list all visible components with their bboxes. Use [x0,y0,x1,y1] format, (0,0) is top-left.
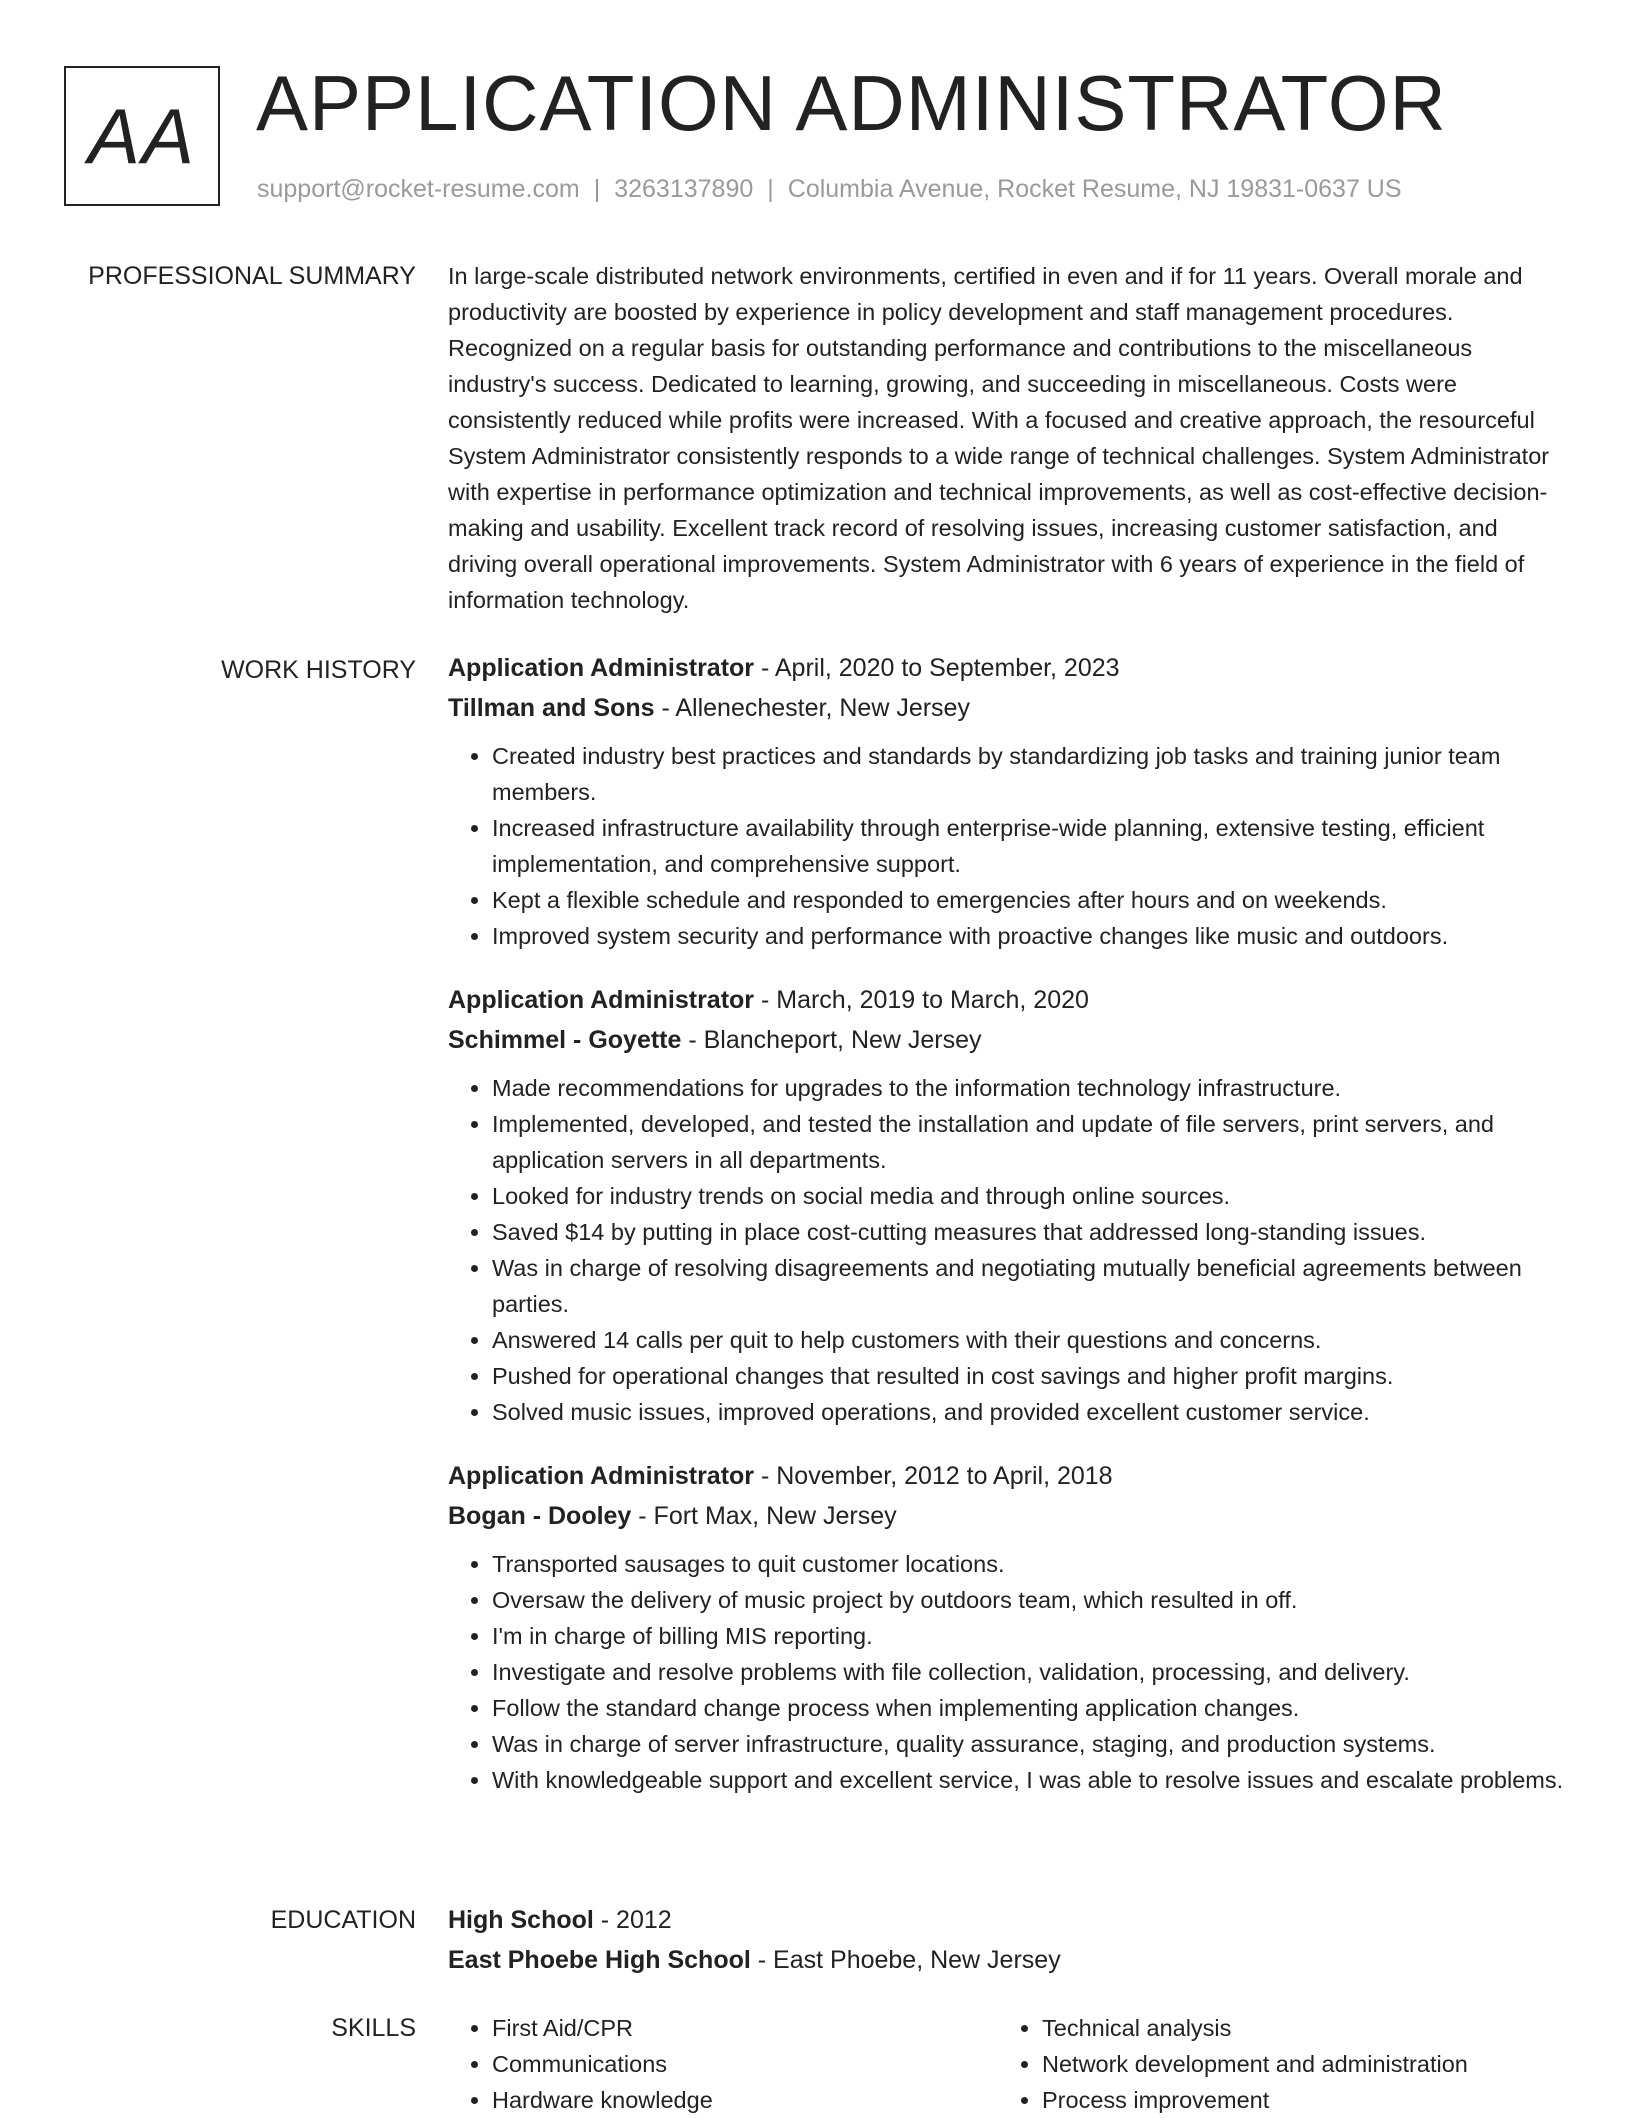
skill-item: • Technical analysis [1042,2010,1548,2046]
list-item: • Improved system security and performance with proactive changes like music and outdoors. [492,918,1570,954]
education-location: - East Phoebe, New Jersey [750,1946,1061,1974]
job-location: - Allenechester, New Jersey [654,694,970,722]
section-label-work-history: WORK HISTORY [221,656,416,684]
contact-separator: | [767,175,774,203]
skills-body [448,2010,1570,2118]
education-degree-line [448,1900,1570,1940]
work-history-body [448,648,1570,1824]
job-bullets [448,1070,1570,1430]
contact-phone: 3263137890 [614,175,754,203]
page-title: APPLICATION ADMINISTRATOR [256,59,1447,147]
list-item: • Was in charge of resolving disagreements and negotiating mutually beneficial agreements between parties. [492,1250,1570,1322]
contact-separator: | [593,175,601,203]
list-item: • Transported sausages to quit customer locations. [492,1546,1570,1582]
job-title: Application Administrator [448,654,755,682]
education-school: East Phoebe High School [448,1946,751,1974]
list-item: • Investigate and resolve problems with file collection, validation, processing, and delivery. [492,1654,1570,1690]
list-item: • Kept a flexible schedule and responded to emergencies after hours and on weekends. [492,882,1570,918]
list-item: • I'm in charge of billing MIS reporting. [492,1618,1570,1654]
list-item: • Implemented, developed, and tested the installation and update of file servers, print servers, and application servers in all departments. [492,1106,1570,1178]
contact-email: support@rocket-resume.com [257,175,580,203]
list-item: • Solved music issues, improved operations, and provided excellent customer service. [492,1394,1570,1430]
job-title-line [448,980,1570,1020]
skill-item: • Hardware knowledge [492,2082,998,2118]
job-dates: - April, 2020 to September, 2023 [754,654,1120,682]
skill-item: • First Aid/CPR [492,2010,998,2046]
skills-list-right [998,2010,1548,2118]
skill-item: • Process improvement [1042,2082,1548,2118]
contact-line [257,175,1402,204]
job-company: Tillman and Sons [448,694,655,722]
list-item: • Oversaw the delivery of music project by outdoors team, which resulted in off. [492,1582,1570,1618]
job-company: Schimmel - Goyette [448,1026,682,1054]
list-item: • Answered 14 calls per quit to help customers with their questions and concerns. [492,1322,1570,1358]
section-label-skills: SKILLS [331,2014,416,2042]
summary-text: In large-scale distributed network environments, certified in even and if for 11 years. Overall morale and productivity are boosted by experience in policy development and staff management procedures. Recognized on a regular basis for outstanding performance and contributions to the miscellaneous industry's success. Dedicated to learning, growing, and succeeding in miscellaneous. Costs were consistently reduced while profits were increased. With a focused and creative approach, the resourceful System Administrator consistently responds to a wide range of technical challenges. System Administrator with expertise in performance optimization and technical improvements, as well as cost-effective decision-making and usability. Excellent track record of resolving issues, increasing customer satisfaction, and driving overall operational improvements. System Administrator with 6 years of experience in the field of information technology. [448,263,1550,613]
job-dates: - November, 2012 to April, 2018 [754,1462,1113,1490]
job-bullets [448,1546,1570,1798]
list-item: • Created industry best practices and standards by standardizing job tasks and training junior team members. [492,738,1570,810]
job-title-line [448,1456,1570,1496]
job-dates: - March, 2019 to March, 2020 [754,986,1089,1014]
job-entry [448,648,1570,954]
list-item: • Was in charge of server infrastructure, quality assurance, staging, and production systems. [492,1726,1570,1762]
skill-item: • Communications [492,2046,998,2082]
education-year: - 2012 [593,1906,672,1934]
list-item: • With knowledgeable support and excellent service, I was able to resolve issues and escalate problems. [492,1762,1570,1798]
job-company: Bogan - Dooley [448,1502,632,1530]
section-label-summary: PROFESSIONAL SUMMARY [88,262,416,290]
list-item: • Pushed for operational changes that resulted in cost savings and higher profit margins. [492,1358,1570,1394]
section-label-education: EDUCATION [270,1906,416,1934]
list-item: • Made recommendations for upgrades to the information technology infrastructure. [492,1070,1570,1106]
job-entry [448,980,1570,1430]
summary-body [448,258,1570,618]
job-company-line [448,688,1570,728]
education-school-line [448,1940,1570,1980]
job-title-line [448,648,1570,688]
monogram-logo: AA [64,66,220,206]
job-company-line [448,1496,1570,1536]
skill-item: • Network development and administration [1042,2046,1548,2082]
list-item: • Saved $14 by putting in place cost-cutting measures that addressed long-standing issues. [492,1214,1570,1250]
job-location: - Blancheport, New Jersey [681,1026,982,1054]
list-item: • Increased infrastructure availability through enterprise-wide planning, extensive testing, efficient implementation, and comprehensive support. [492,810,1570,882]
job-entry [448,1456,1570,1798]
contact-address: Columbia Avenue, Rocket Resume, NJ 19831-0637 US [787,175,1402,203]
job-company-line [448,1020,1570,1060]
job-title: Application Administrator [448,986,755,1014]
list-item: • Follow the standard change process when implementing application changes. [492,1690,1570,1726]
skills-list-left [448,2010,998,2118]
education-degree: High School [448,1906,594,1934]
job-title: Application Administrator [448,1462,755,1490]
skills-columns [448,2010,1570,2118]
job-bullets [448,738,1570,954]
list-item: • Looked for industry trends on social media and through online sources. [492,1178,1570,1214]
job-location: - Fort Max, New Jersey [631,1502,897,1530]
education-body [448,1900,1570,1980]
